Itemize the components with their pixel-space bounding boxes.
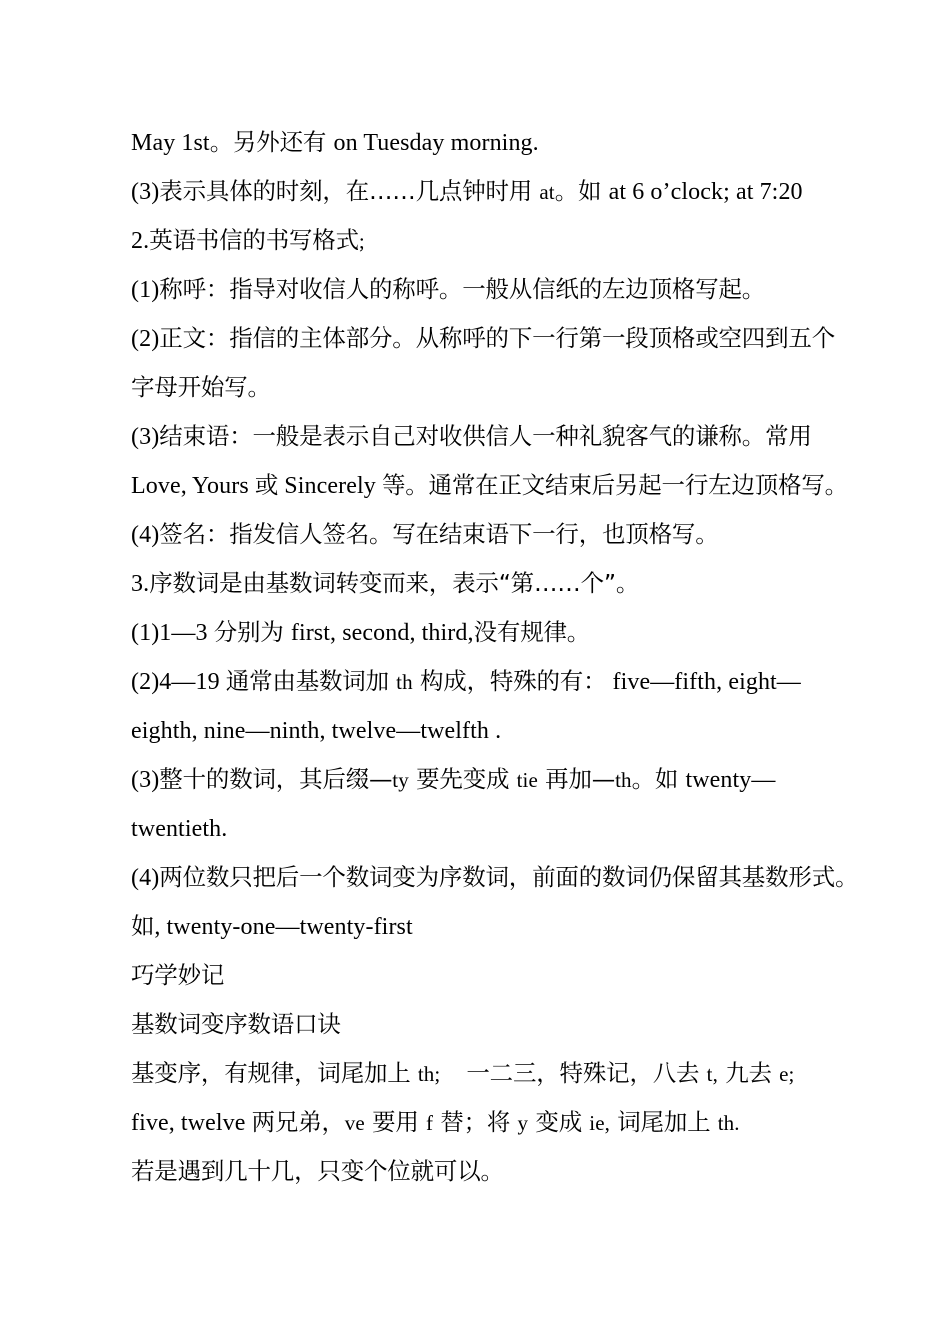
text-run-latin: (2) — [131, 326, 160, 352]
text-run-latin: at 6 o’clock; at 7:20 — [608, 179, 803, 205]
text-run-latin: th; — [417, 1062, 441, 1086]
text-line — [131, 853, 859, 902]
text-run-latin: ; — [358, 229, 365, 253]
text-run-chinese: 字母开始写。 — [131, 373, 271, 401]
text-run-chinese: 再加— — [537, 765, 616, 793]
text-run-latin: y — [517, 1111, 529, 1135]
text-run-latin: twenty— — [685, 767, 776, 793]
text-run-latin: May 1st — [131, 130, 210, 156]
text-run-latin: f — [425, 1111, 434, 1135]
text-run-chinese: 签名：指发信人签名。写在结束语下一行，也顶格写。 — [159, 520, 719, 548]
text-run-latin: (1) — [131, 277, 160, 303]
text-line — [131, 706, 831, 755]
text-line — [131, 1147, 831, 1196]
text-run-chinese: 词尾加上 — [609, 1108, 718, 1136]
text-line — [131, 804, 831, 853]
text-run-chinese: 要用 — [364, 1108, 426, 1136]
text-run-latin: ve — [344, 1111, 365, 1135]
text-run-chinese: 两位数只把后一个数词变为序数词，前面的数词仍保留其基数形式。 — [159, 863, 859, 891]
section-heading-koujue — [131, 1000, 831, 1049]
section-heading-qiaoxue — [131, 951, 831, 1000]
text-run-chinese: 如 — [131, 912, 155, 940]
text-run-latin: on Tuesday morning. — [333, 130, 539, 156]
document-text-body — [131, 118, 859, 1196]
text-run-chinese: 基数词变序数语口诀 — [131, 1010, 341, 1038]
text-run-chinese: 整十的数词，其后缀— — [159, 765, 393, 793]
text-run-latin: at — [539, 180, 555, 204]
text-run-chinese: 等。通常在正文结束后另起一行左边顶格写。 — [381, 471, 848, 499]
text-line — [131, 1098, 831, 1147]
text-run-chinese: 正文：指信的主体部分。从称呼的下一行第一段顶格或空四到五个 — [159, 324, 835, 352]
text-line — [131, 608, 831, 657]
text-line — [131, 657, 831, 706]
text-run-chinese: 构成，特殊的有： — [412, 667, 607, 695]
text-run-latin: (4) — [131, 865, 160, 891]
text-run-latin: Sincerely — [278, 473, 382, 499]
text-run-chinese: 变成 — [528, 1108, 590, 1136]
text-run-latin: 3. — [131, 571, 150, 597]
text-line — [131, 1049, 831, 1098]
text-run-chinese: 若是遇到几十几，只变个位就可以。 — [131, 1157, 504, 1185]
text-run-latin: twentieth. — [131, 816, 228, 842]
text-run-chinese: 替；将 — [433, 1108, 518, 1136]
text-run-chinese: 称呼：指导对收信人的称呼。一般从信纸的左边顶格写起。 — [159, 275, 766, 303]
text-run-latin: ty — [392, 768, 409, 792]
text-run-latin: (3) — [131, 424, 160, 450]
text-run-latin: , twenty-one—twenty-first — [154, 914, 413, 940]
text-run-latin: first, second, third, — [290, 620, 474, 646]
text-line — [131, 314, 835, 363]
text-run-chinese: 分别为 — [213, 618, 291, 646]
text-run-chinese: 没有规律。 — [473, 618, 591, 646]
text-line — [131, 510, 831, 559]
text-run-chinese: 。另外还有 — [209, 128, 334, 156]
text-run-latin: (4) — [131, 522, 160, 548]
text-line — [131, 755, 831, 804]
text-line — [131, 167, 831, 216]
text-line — [131, 118, 831, 167]
text-run-latin: (1)1—3 — [131, 620, 214, 646]
text-run-latin: th. — [717, 1111, 740, 1135]
text-run-chinese: 或 — [254, 471, 279, 499]
text-line — [131, 265, 831, 314]
text-line — [131, 363, 831, 412]
text-run-chinese: 英语书信的书写格式 — [149, 226, 359, 254]
text-run-latin: eighth, nine—ninth, twelve—twelfth . — [131, 718, 502, 744]
text-run-chinese: 要先变成 — [408, 765, 517, 793]
text-run-latin: tie — [516, 768, 538, 792]
text-run-latin: (3) — [131, 767, 160, 793]
text-line — [131, 216, 831, 265]
text-run-chinese: 一二三，特殊记，八去 — [466, 1059, 707, 1087]
text-run-latin: th — [396, 670, 413, 694]
text-line — [131, 461, 848, 510]
text-run-latin: th — [615, 768, 632, 792]
text-run-chinese: 两兄弟， — [251, 1108, 345, 1136]
text-line — [131, 902, 831, 951]
text-run-chinese: 结束语：一般是表示自己对收供信人一种礼貌客气的谦称。常用 — [159, 422, 812, 450]
text-run-chinese: 序数词是由基数词转变而来，表示“第……个”。 — [149, 569, 640, 597]
text-run-latin: ie, — [589, 1111, 610, 1135]
text-run-latin: t, — [706, 1062, 718, 1086]
text-run-latin: 2. — [131, 228, 150, 254]
text-run-chinese: 巧学妙记 — [131, 961, 225, 989]
text-run-latin: five, twelve — [131, 1110, 252, 1136]
text-run-chinese: 通常由基数词加 — [225, 667, 397, 695]
text-run-latin: five—fifth, eight— — [606, 669, 801, 695]
text-run-latin: e; — [779, 1062, 795, 1086]
text-line — [131, 412, 831, 461]
text-run-chinese: 九去 — [717, 1059, 780, 1087]
text-line — [131, 559, 831, 608]
text-run-latin: Love, Yours — [131, 473, 255, 499]
text-run-chinese: 。如 — [631, 765, 686, 793]
text-run-latin: (2)4—19 — [131, 669, 226, 695]
text-run-chinese: 基变序，有规律，词尾加上 — [131, 1059, 418, 1087]
text-run-chinese: 。如 — [554, 177, 609, 205]
text-run-latin: (3) — [131, 179, 160, 205]
text-run-chinese: 表示具体的时刻，在……几点钟时用 — [159, 177, 540, 205]
